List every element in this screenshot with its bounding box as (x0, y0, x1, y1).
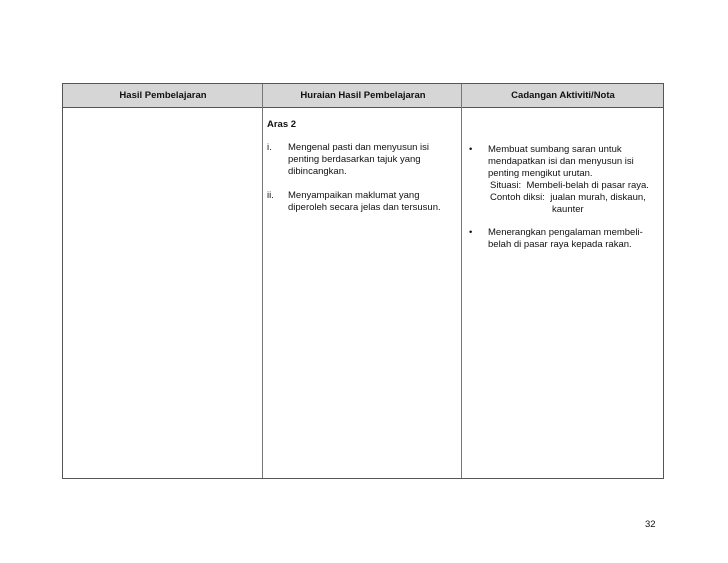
column-divider (262, 84, 263, 478)
list-item (467, 227, 663, 251)
item-line: Membuat sumbang saran untuk (488, 144, 622, 155)
situasi-value: Membeli-belah di pasar raya. (526, 180, 649, 191)
contoh-value: jualan murah, diskaun, (550, 192, 646, 203)
item-line: diperoleh secara jelas dan tersusun. (288, 202, 441, 213)
bullet-icon: • (469, 144, 473, 155)
bullet-icon: • (469, 227, 473, 238)
list-item (467, 144, 663, 216)
header-huraian-hasil-pembelajaran: Huraian Hasil Pembelajaran (300, 90, 426, 101)
list-item (267, 142, 457, 178)
contoh-value-continued: kaunter (552, 204, 584, 215)
lesson-table (62, 83, 664, 479)
column-divider (461, 84, 462, 478)
situasi-label: Situasi: (490, 180, 522, 191)
list-item (267, 190, 457, 214)
item-line: dibincangkan. (288, 166, 347, 177)
item-line: Menyampaikan maklumat yang (288, 190, 420, 201)
page-number: 32 (645, 519, 656, 530)
item-line: penting mengikut urutan. (488, 168, 593, 179)
level-label: Aras 2 (267, 119, 297, 130)
contoh-label: Contoh diksi: (490, 192, 545, 203)
cadangan-column (467, 108, 663, 251)
item-line: mendapatkan isi dan menyusun isi (488, 156, 634, 167)
item-line: Menerangkan pengalaman membeli- (488, 227, 643, 238)
situasi-line (488, 180, 663, 192)
item-line: belah di pasar raya kepada rakan. (488, 239, 632, 250)
table-header-row (63, 84, 663, 108)
header-cadangan-aktiviti: Cadangan Aktiviti/Nota (511, 90, 615, 101)
item-line: Mengenal pasti dan menyusun isi (288, 142, 430, 153)
header-hasil-pembelajaran: Hasil Pembelajaran (119, 90, 207, 101)
item-marker: ii. (267, 190, 274, 201)
item-marker: i. (267, 142, 272, 153)
item-line: penting berdasarkan tajuk yang (288, 154, 421, 165)
huraian-column (267, 108, 457, 214)
contoh-line (488, 192, 663, 204)
